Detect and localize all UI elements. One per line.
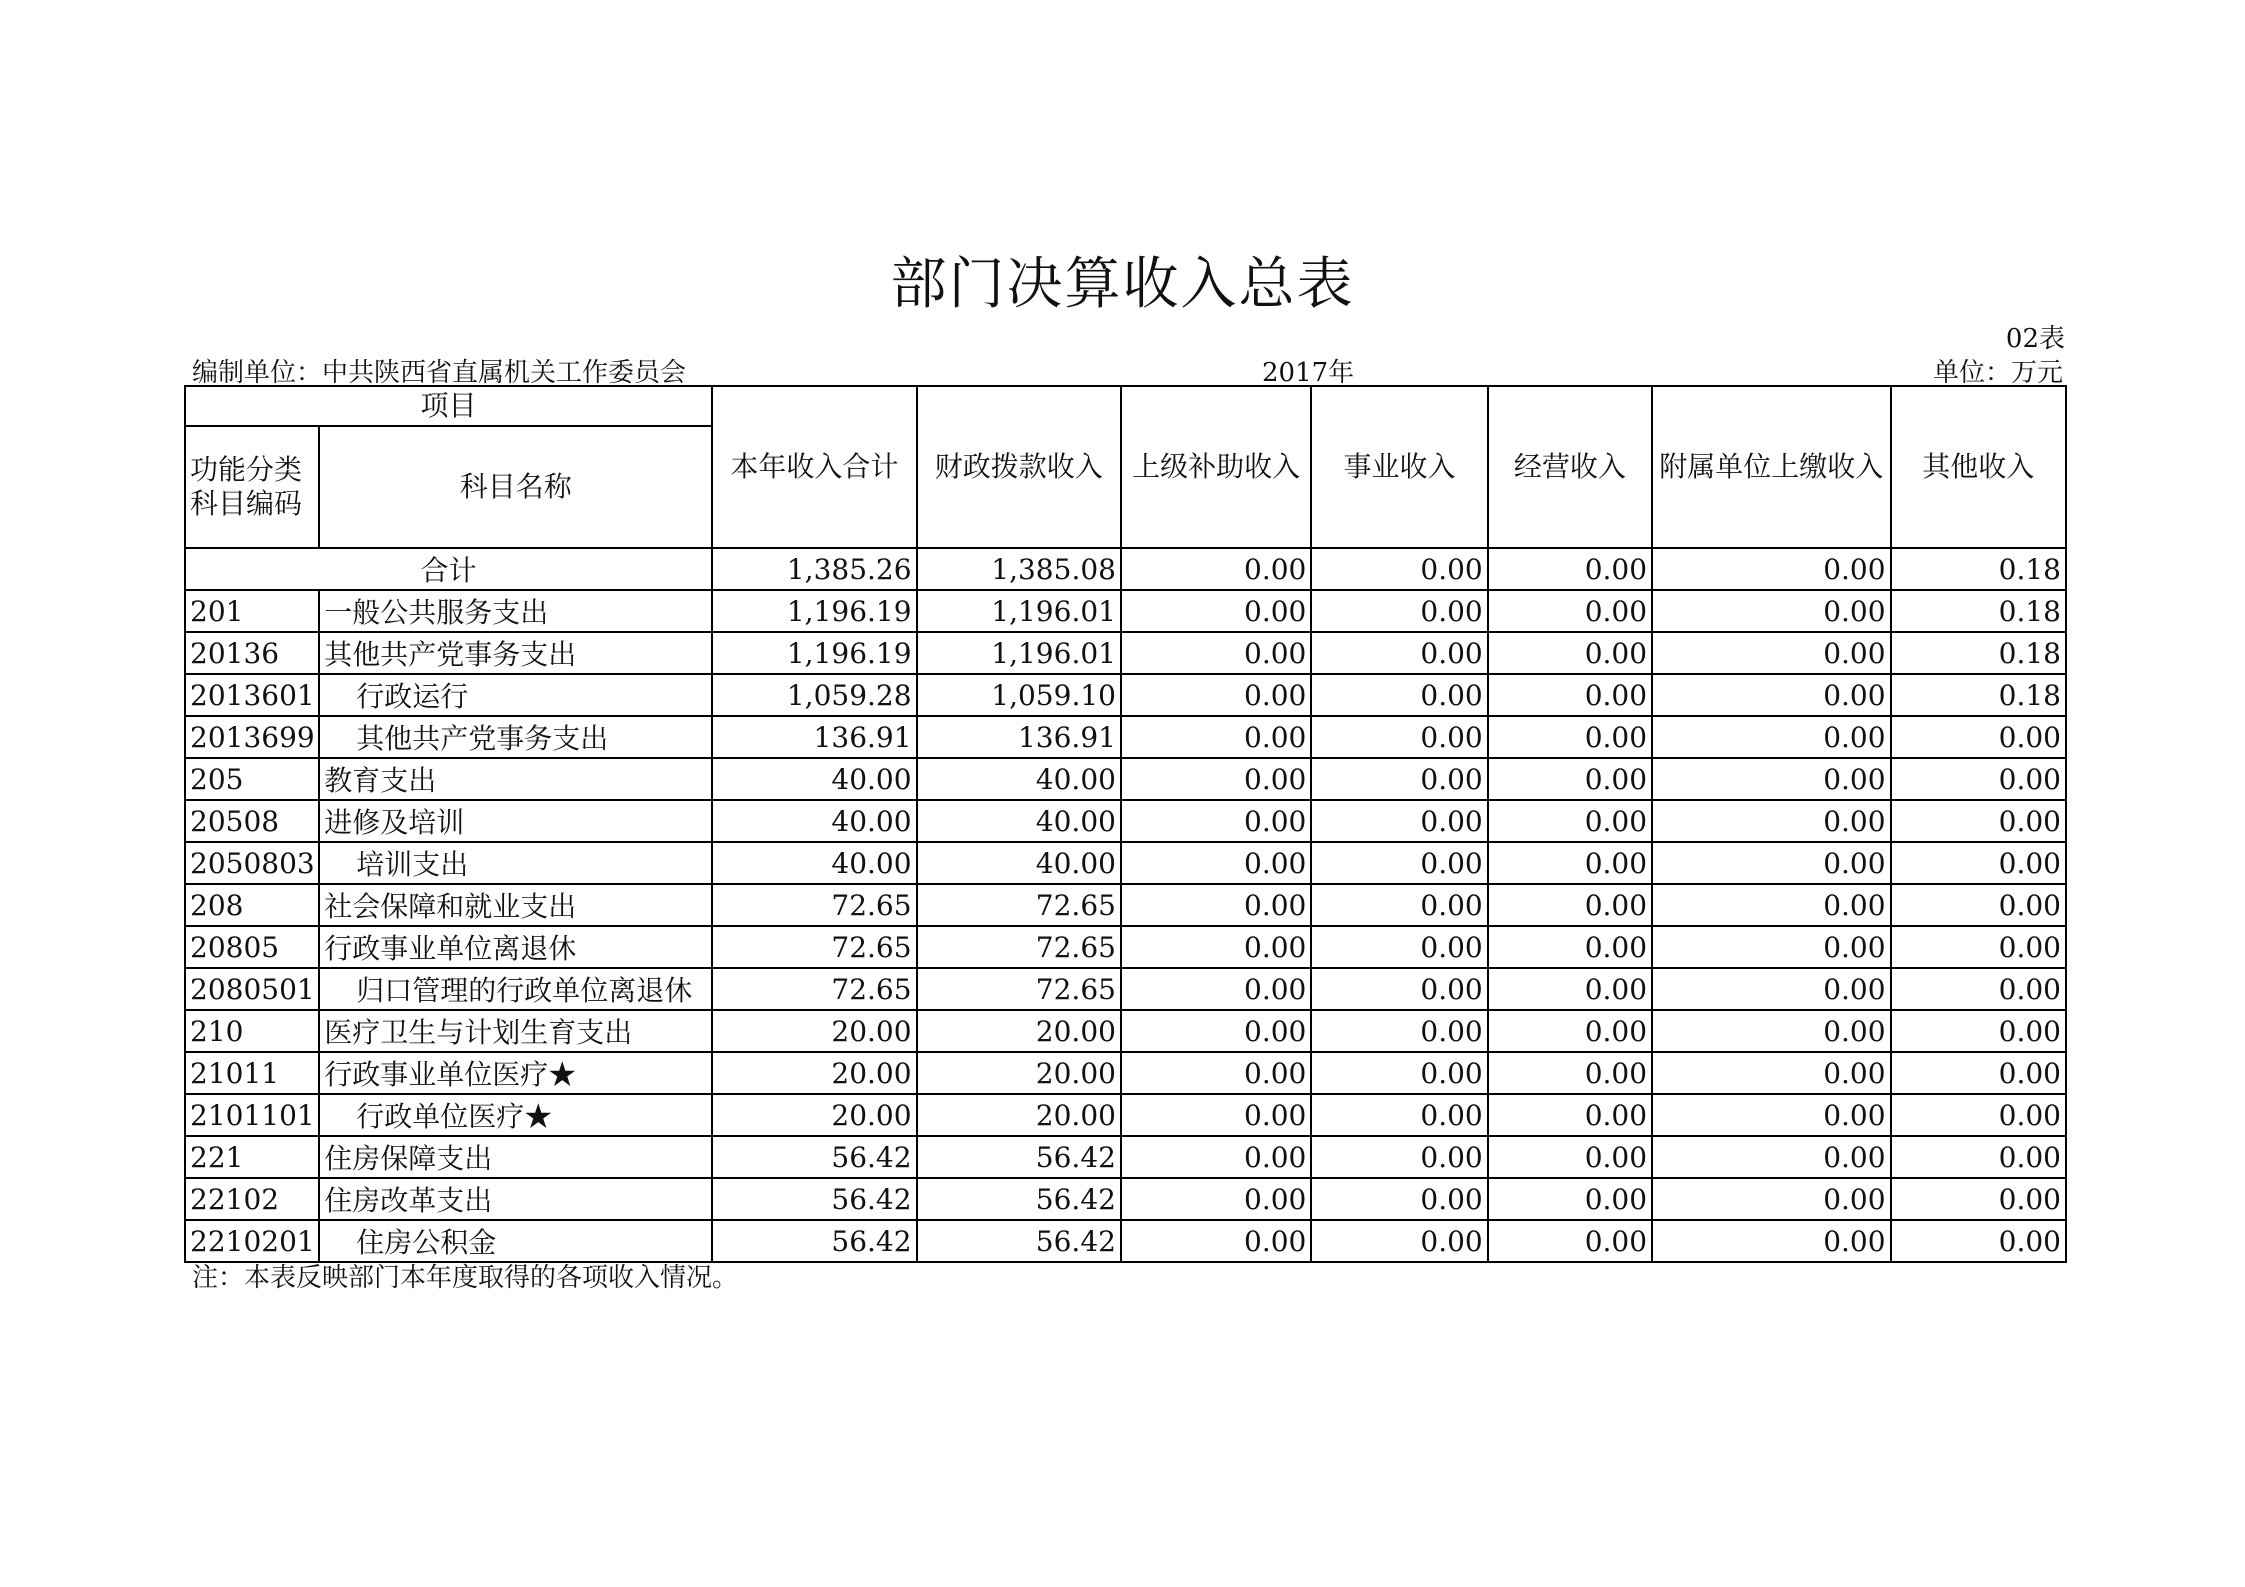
header-fiscal: 财政拨款收入 — [917, 386, 1121, 548]
total-cell: 0.00 — [1488, 548, 1652, 590]
header-affiliated: 附属单位上缴收入 — [1652, 386, 1891, 548]
row-name: 其他共产党事务支出 — [319, 632, 712, 674]
row-name: 行政单位医疗★ — [319, 1094, 712, 1136]
total-label: 合计 — [185, 548, 712, 590]
row-value: 0.00 — [1121, 590, 1311, 632]
table-row — [185, 1010, 2066, 1052]
org-label: 编制单位：中共陕西省直属机关工作委员会 — [192, 358, 687, 388]
header-total-income: 本年收入合计 — [712, 386, 916, 548]
row-value: 0.00 — [1311, 758, 1487, 800]
row-value: 0.00 — [1891, 800, 2066, 842]
row-code: 2050803 — [185, 842, 319, 884]
row-value: 56.42 — [917, 1136, 1121, 1178]
row-code: 201 — [185, 590, 319, 632]
table-row — [185, 884, 2066, 926]
row-value: 0.00 — [1311, 1010, 1487, 1052]
table-row — [185, 800, 2066, 842]
table-row — [185, 716, 2066, 758]
total-cell: 1,385.26 — [712, 548, 916, 590]
row-value: 0.18 — [1891, 590, 2066, 632]
row-name: 其他共产党事务支出 — [319, 716, 712, 758]
row-code: 2101101 — [185, 1094, 319, 1136]
total-cell: 0.00 — [1121, 548, 1311, 590]
row-value: 0.00 — [1652, 1094, 1891, 1136]
table-row — [185, 590, 2066, 632]
row-value: 40.00 — [712, 758, 916, 800]
row-value: 20.00 — [917, 1010, 1121, 1052]
row-value: 0.00 — [1652, 716, 1891, 758]
table-note: 注：本表反映部门本年度取得的各项收入情况。 — [192, 1263, 739, 1293]
row-value: 0.00 — [1311, 674, 1487, 716]
row-code: 2013699 — [185, 716, 319, 758]
row-value: 0.00 — [1488, 674, 1652, 716]
table-row — [185, 758, 2066, 800]
row-value: 1,059.10 — [917, 674, 1121, 716]
row-value: 20.00 — [917, 1052, 1121, 1094]
row-value: 0.00 — [1121, 926, 1311, 968]
row-value: 56.42 — [917, 1220, 1121, 1262]
row-value: 0.00 — [1311, 1094, 1487, 1136]
table-row — [185, 632, 2066, 674]
table-row — [185, 968, 2066, 1010]
row-name: 培训支出 — [319, 842, 712, 884]
total-cell: 1,385.08 — [917, 548, 1121, 590]
row-value: 0.00 — [1121, 716, 1311, 758]
row-value: 20.00 — [712, 1052, 916, 1094]
row-value: 0.00 — [1891, 968, 2066, 1010]
row-value: 0.00 — [1652, 842, 1891, 884]
row-name: 行政事业单位医疗★ — [319, 1052, 712, 1094]
row-value: 72.65 — [712, 884, 916, 926]
row-value: 0.00 — [1311, 1178, 1487, 1220]
row-value: 20.00 — [917, 1094, 1121, 1136]
header-code: 功能分类科目编码 — [185, 426, 319, 548]
row-value: 0.00 — [1891, 758, 2066, 800]
row-value: 1,059.28 — [712, 674, 916, 716]
header-other: 其他收入 — [1891, 386, 2066, 548]
row-code: 20136 — [185, 632, 319, 674]
table-row — [185, 1136, 2066, 1178]
row-value: 0.00 — [1891, 716, 2066, 758]
row-value: 0.00 — [1311, 632, 1487, 674]
row-value: 0.00 — [1891, 1136, 2066, 1178]
row-value: 72.65 — [712, 968, 916, 1010]
row-value: 0.00 — [1488, 1136, 1652, 1178]
row-value: 0.00 — [1488, 1052, 1652, 1094]
row-value: 0.00 — [1121, 1010, 1311, 1052]
total-cell: 0.00 — [1311, 548, 1487, 590]
table-row — [185, 1220, 2066, 1262]
row-value: 0.00 — [1121, 1136, 1311, 1178]
row-name: 住房公积金 — [319, 1220, 712, 1262]
row-value: 0.00 — [1488, 800, 1652, 842]
row-value: 56.42 — [712, 1178, 916, 1220]
row-value: 72.65 — [917, 968, 1121, 1010]
table-code: 02表 — [2005, 324, 2065, 354]
row-value: 0.00 — [1891, 884, 2066, 926]
row-value: 0.00 — [1121, 800, 1311, 842]
row-value: 0.00 — [1121, 1094, 1311, 1136]
row-value: 40.00 — [917, 758, 1121, 800]
row-value: 0.00 — [1311, 1052, 1487, 1094]
row-value: 0.00 — [1891, 1178, 2066, 1220]
row-value: 0.00 — [1652, 1220, 1891, 1262]
row-value: 0.00 — [1652, 1178, 1891, 1220]
row-value: 0.00 — [1121, 1220, 1311, 1262]
row-value: 40.00 — [917, 842, 1121, 884]
page-title: 部门决算收入总表 — [890, 252, 1355, 317]
row-name: 医疗卫生与计划生育支出 — [319, 1010, 712, 1052]
row-name: 行政运行 — [319, 674, 712, 716]
row-value: 0.00 — [1311, 800, 1487, 842]
header-business: 事业收入 — [1311, 386, 1487, 548]
table-row — [185, 674, 2066, 716]
row-value: 0.00 — [1488, 716, 1652, 758]
row-value: 0.00 — [1652, 1052, 1891, 1094]
total-cell: 0.00 — [1652, 548, 1891, 590]
row-code: 221 — [185, 1136, 319, 1178]
row-value: 0.00 — [1488, 1010, 1652, 1052]
table-row — [185, 842, 2066, 884]
header-operating: 经营收入 — [1488, 386, 1652, 548]
row-value: 0.00 — [1488, 884, 1652, 926]
row-value: 136.91 — [712, 716, 916, 758]
row-value: 0.00 — [1488, 842, 1652, 884]
row-value: 0.18 — [1891, 632, 2066, 674]
row-code: 208 — [185, 884, 319, 926]
row-value: 0.00 — [1488, 632, 1652, 674]
row-value: 0.00 — [1488, 1178, 1652, 1220]
row-value: 0.00 — [1311, 926, 1487, 968]
row-value: 0.00 — [1488, 968, 1652, 1010]
row-code: 20805 — [185, 926, 319, 968]
row-value: 72.65 — [712, 926, 916, 968]
row-name: 进修及培训 — [319, 800, 712, 842]
row-value: 0.00 — [1652, 758, 1891, 800]
row-value: 40.00 — [712, 800, 916, 842]
row-value: 0.00 — [1488, 590, 1652, 632]
row-value: 0.00 — [1121, 1052, 1311, 1094]
row-name: 社会保障和就业支出 — [319, 884, 712, 926]
row-value: 0.00 — [1311, 1136, 1487, 1178]
row-value: 0.00 — [1891, 1094, 2066, 1136]
table-row — [185, 926, 2066, 968]
row-value: 0.00 — [1652, 1136, 1891, 1178]
row-name: 归口管理的行政单位离退休 — [319, 968, 712, 1010]
row-value: 136.91 — [917, 716, 1121, 758]
row-code: 2013601 — [185, 674, 319, 716]
header-name: 科目名称 — [319, 426, 712, 548]
row-value: 0.00 — [1652, 632, 1891, 674]
row-value: 0.00 — [1652, 926, 1891, 968]
row-value: 0.00 — [1488, 926, 1652, 968]
total-row — [185, 548, 2066, 590]
row-value: 0.00 — [1311, 590, 1487, 632]
row-value: 0.00 — [1311, 1220, 1487, 1262]
row-value: 0.00 — [1121, 1178, 1311, 1220]
row-value: 40.00 — [712, 842, 916, 884]
unit-label: 单位：万元 — [1932, 358, 2063, 388]
row-value: 20.00 — [712, 1010, 916, 1052]
row-value: 0.00 — [1891, 1220, 2066, 1262]
row-value: 0.00 — [1652, 800, 1891, 842]
row-name: 住房保障支出 — [319, 1136, 712, 1178]
row-value: 1,196.19 — [712, 590, 916, 632]
header-superior: 上级补助收入 — [1121, 386, 1311, 548]
row-value: 0.00 — [1488, 1094, 1652, 1136]
row-value: 56.42 — [712, 1136, 916, 1178]
row-value: 0.00 — [1121, 632, 1311, 674]
row-code: 2210201 — [185, 1220, 319, 1262]
row-value: 56.42 — [917, 1178, 1121, 1220]
row-value: 0.00 — [1891, 1010, 2066, 1052]
row-value: 0.18 — [1891, 674, 2066, 716]
row-name: 住房改革支出 — [319, 1178, 712, 1220]
row-value: 0.00 — [1121, 758, 1311, 800]
row-name: 行政事业单位离退休 — [319, 926, 712, 968]
table-row — [185, 1094, 2066, 1136]
row-name: 教育支出 — [319, 758, 712, 800]
row-code: 20508 — [185, 800, 319, 842]
row-value: 0.00 — [1311, 716, 1487, 758]
row-value: 1,196.01 — [917, 590, 1121, 632]
row-value: 0.00 — [1121, 842, 1311, 884]
row-value: 0.00 — [1891, 842, 2066, 884]
table-row — [185, 1052, 2066, 1094]
row-value: 0.00 — [1121, 884, 1311, 926]
row-value: 72.65 — [917, 926, 1121, 968]
row-value: 0.00 — [1652, 674, 1891, 716]
year-label: 2017年 — [1262, 358, 1355, 388]
income-summary-table — [184, 385, 2067, 1263]
header-project: 项目 — [185, 386, 712, 426]
row-code: 2080501 — [185, 968, 319, 1010]
row-value: 0.00 — [1121, 674, 1311, 716]
row-value: 0.00 — [1652, 1010, 1891, 1052]
row-value: 40.00 — [917, 800, 1121, 842]
row-value: 0.00 — [1652, 968, 1891, 1010]
row-value: 0.00 — [1488, 1220, 1652, 1262]
table-row — [185, 1178, 2066, 1220]
row-value: 0.00 — [1652, 884, 1891, 926]
row-value: 72.65 — [917, 884, 1121, 926]
row-value: 0.00 — [1891, 1052, 2066, 1094]
total-cell: 0.18 — [1891, 548, 2066, 590]
row-name: 一般公共服务支出 — [319, 590, 712, 632]
row-value: 1,196.19 — [712, 632, 916, 674]
row-code: 210 — [185, 1010, 319, 1052]
row-value: 0.00 — [1121, 968, 1311, 1010]
row-value: 0.00 — [1311, 884, 1487, 926]
row-value: 0.00 — [1311, 842, 1487, 884]
row-value: 0.00 — [1311, 968, 1487, 1010]
row-value: 0.00 — [1488, 758, 1652, 800]
row-value: 0.00 — [1652, 590, 1891, 632]
row-code: 205 — [185, 758, 319, 800]
row-value: 1,196.01 — [917, 632, 1121, 674]
row-code: 21011 — [185, 1052, 319, 1094]
row-code: 22102 — [185, 1178, 319, 1220]
row-value: 0.00 — [1891, 926, 2066, 968]
row-value: 56.42 — [712, 1220, 916, 1262]
row-value: 20.00 — [712, 1094, 916, 1136]
